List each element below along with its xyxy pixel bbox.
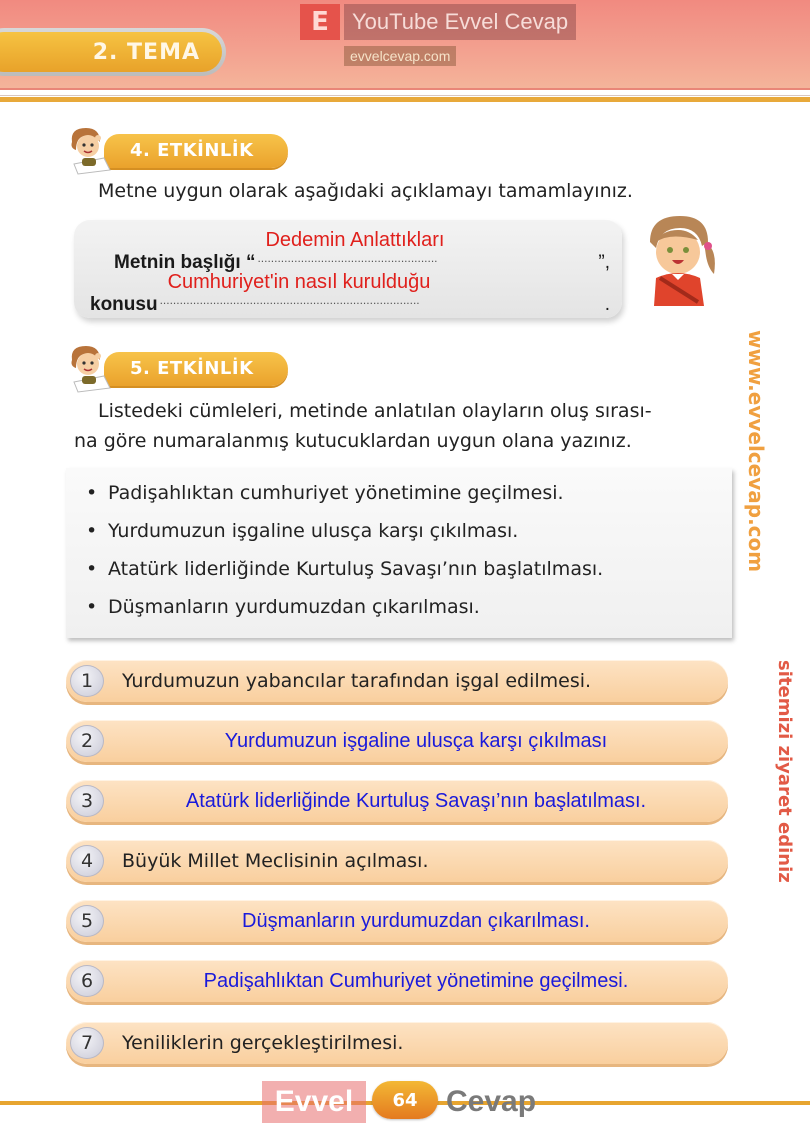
footer-watermark-left: Evvel [262,1081,366,1123]
bullet-icon: • [86,520,98,542]
title-label: Metnin başlığı “ [114,252,256,273]
theme-badge [0,28,226,76]
sentence-text: Düşmanların yurdumuzdan çıkarılması. [108,596,480,618]
topic-line [90,270,610,315]
theme-label: 2. TEMA [0,32,222,72]
step-box-3[interactable] [66,780,728,822]
step-text: Yurdumuzun yabancılar tarafından işgal edilmesi. [122,670,592,692]
watermark-logo: E [300,4,340,40]
sentence-item [86,520,518,542]
topic-answer[interactable]: Cumhuriyet'in nasıl kurulduğu [167,271,431,293]
activity-5-instruction-line-2: na göre numaralanmış kutucuklardan uygun olana yazınız. [74,430,632,452]
sentence-text: Atatürk liderliğinde Kurtuluş Savaşı’nın başlatılması. [108,558,604,580]
bullet-icon: • [86,596,98,618]
header-gold-rule [0,97,810,102]
diagonal-watermark-site: www.evvelcevap.com [744,330,768,573]
watermark-site-text: evvelcevap.com [344,46,456,66]
step-box-6[interactable] [66,960,728,1002]
step-number: 2 [70,725,104,757]
step-number: 4 [70,845,104,877]
sentence-text: Yurdumuzun işgaline ulusça karşı çıkılması. [108,520,519,542]
step-answer[interactable]: Atatürk liderliğinde Kurtuluş Savaşı’nın başlatılması. [185,790,647,812]
step-box-4 [66,840,728,882]
step-number: 1 [70,665,104,697]
watermark-youtube-text: YouTube Evvel Cevap [344,4,576,40]
step-text: Yeniliklerin gerçekleştirilmesi. [122,1032,404,1054]
sentence-list-box [66,468,732,638]
bullet-icon: • [86,558,98,580]
sentence-item [86,596,480,618]
step-text: Büyük Millet Meclisinin açılması. [122,850,429,872]
step-box-1 [66,660,728,702]
topic-fill [160,270,603,310]
girl-character-icon [640,212,720,312]
step-box-7 [66,1022,728,1064]
topic-line-end: . [604,294,610,315]
mascot-girl-writing-icon [64,124,116,176]
sentence-item [86,558,603,580]
step-number: 5 [70,905,104,937]
title-answer[interactable]: Dedemin Anlattıkları [265,229,445,251]
activity-4-header [64,124,289,172]
topic-dots: .............................................................................. [159,294,420,306]
title-fill [257,228,596,268]
step-box-5[interactable] [66,900,728,942]
activity-4-answer-box [74,220,622,318]
bullet-icon: • [86,482,98,504]
step-number: 6 [70,965,104,997]
mascot-girl-writing-icon [64,342,116,394]
topic-label: konusu [90,294,158,315]
sentence-text: Padişahlıktan cumhuriyet yönetimine geçilmesi. [108,482,564,504]
activity-4-title: 4. ETKİNLİK [104,134,288,168]
title-line [114,228,610,273]
step-box-2[interactable] [66,720,728,762]
step-answer[interactable]: Padişahlıktan Cumhuriyet yönetimine geçilmesi. [203,970,629,992]
step-number: 3 [70,785,104,817]
activity-5-instruction-line-1: Listedeki cümleleri, metinde anlatılan olayların oluş sırası- [98,400,652,422]
footer-watermark-right: Cevap [446,1085,537,1118]
step-answer[interactable]: Yurdumuzun işgaline ulusça karşı çıkılması [224,730,608,752]
sentence-item [86,482,564,504]
page-number: 64 [372,1081,438,1119]
diagonal-watermark-visit: sitemizi ziyaret ediniz [774,660,795,883]
step-answer[interactable]: Düşmanların yurdumuzdan çıkarılması. [242,910,590,932]
step-number: 7 [70,1027,104,1059]
title-line-end: ”, [598,252,610,273]
title-dots: ...................................................... [257,252,438,264]
activity-5-title: 5. ETKİNLİK [104,352,288,386]
activity-4-instruction: Metne uygun olarak aşağıdaki açıklamayı tamamlayınız. [98,180,633,202]
header-divider [0,90,810,96]
activity-5-header [64,342,289,390]
